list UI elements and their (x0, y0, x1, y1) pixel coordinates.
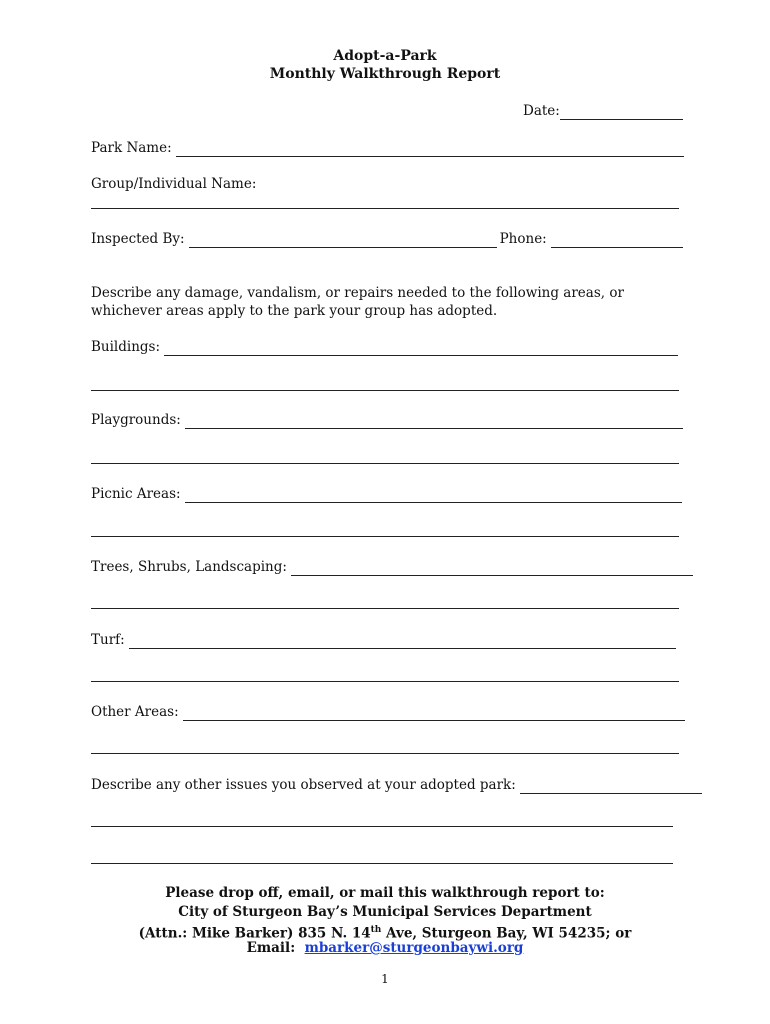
trees-row (91, 558, 693, 576)
document-title: Adopt-a-Park (333, 48, 437, 64)
other-issues-field-line-3[interactable] (91, 862, 673, 864)
trees-field-line-2[interactable] (91, 607, 679, 609)
footer-instruction: Please drop off, email, or mail this walkthrough report to: (165, 885, 605, 901)
footer-address-sup: th (370, 925, 382, 935)
date-field[interactable] (560, 105, 683, 120)
page-number: 1 (381, 972, 389, 986)
playgrounds-row (91, 411, 683, 429)
group-name-row (91, 175, 260, 193)
other-areas-label: Other Areas: (91, 704, 179, 720)
playgrounds-field-line-2[interactable] (91, 462, 679, 464)
footer-address-part-2: Ave, Sturgeon Bay, WI 54235; or (381, 925, 632, 942)
picnic-areas-field[interactable] (185, 488, 682, 503)
turf-field[interactable] (129, 634, 676, 649)
group-name-label: Group/Individual Name: (91, 176, 257, 192)
inspected-by-field[interactable] (189, 233, 497, 248)
picnic-areas-row (91, 485, 682, 503)
playgrounds-label: Playgrounds: (91, 412, 181, 428)
turf-field-line-2[interactable] (91, 680, 679, 682)
footer-address-part-1: (Attn.: Mike Barker) 835 N. 14 (138, 925, 371, 942)
trees-label: Trees, Shrubs, Landscaping: (91, 559, 287, 575)
other-areas-field[interactable] (183, 706, 685, 721)
phone-field[interactable] (551, 233, 683, 248)
instructions-text: Describe any damage, vandalism, or repairs needed to the following areas, or whichever areas apply to the park your group has adopted. (91, 285, 624, 319)
footer-email-row (0, 939, 770, 957)
other-issues-field-line-2[interactable] (91, 825, 673, 827)
park-name-row (91, 139, 684, 157)
buildings-field-line-2[interactable] (91, 389, 679, 391)
picnic-areas-label: Picnic Areas: (91, 486, 181, 502)
other-issues-field[interactable] (520, 779, 702, 794)
date-label: Date: (523, 103, 560, 119)
picnic-areas-field-line-2[interactable] (91, 535, 679, 537)
turf-row (91, 631, 676, 649)
date-row (523, 102, 683, 120)
email-link[interactable]: mbarker@sturgeonbaywi.org (304, 940, 524, 956)
group-name-field[interactable] (91, 207, 679, 209)
phone-label: Phone: (499, 231, 547, 247)
other-issues-label: Describe any other issues you observed at your adopted park: (91, 777, 516, 793)
park-name-field[interactable] (176, 142, 684, 157)
inspected-by-label: Inspected By: (91, 231, 185, 247)
turf-label: Turf: (91, 632, 125, 648)
footer-email-label: Email: (246, 940, 296, 956)
park-name-label: Park Name: (91, 140, 172, 156)
buildings-row (91, 338, 678, 356)
document-subtitle: Monthly Walkthrough Report (269, 66, 501, 82)
other-issues-row (91, 776, 702, 794)
buildings-field[interactable] (164, 341, 678, 356)
other-areas-field-line-2[interactable] (91, 752, 679, 754)
other-areas-row (91, 703, 685, 721)
playgrounds-field[interactable] (185, 414, 683, 429)
inspected-by-row (91, 230, 683, 248)
trees-field[interactable] (291, 561, 693, 576)
buildings-label: Buildings: (91, 339, 161, 355)
footer-department: City of Sturgeon Bay’s Municipal Services Department (178, 904, 592, 920)
